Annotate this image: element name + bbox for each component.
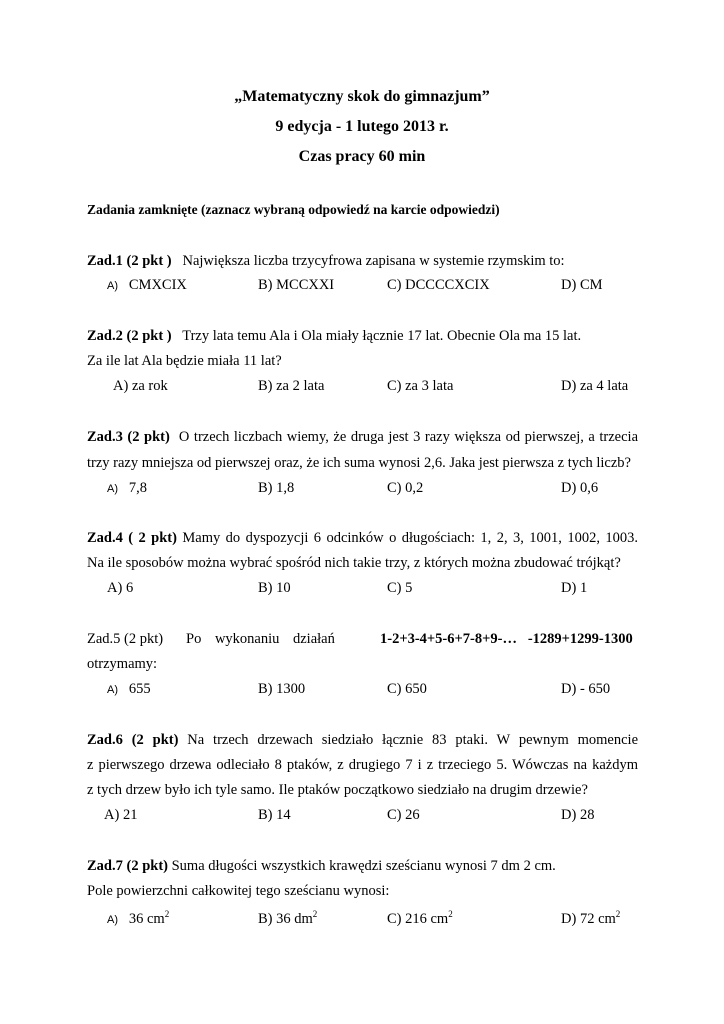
task-2-answer-b: B) za 2 lata bbox=[258, 378, 325, 394]
task-7-label: Zad.7 (2 pkt) bbox=[87, 858, 168, 874]
task-3-answer-d: D) 0,6 bbox=[561, 480, 599, 496]
task-4-answer-b: B) 10 bbox=[258, 580, 291, 596]
task-7-answer-a: A) 36 $cm^2$ bbox=[107, 909, 170, 927]
task-4-text-2: Na ile sposobów można wybrać spośród nich takie trzy, z których można zbudować trójkąt? bbox=[87, 555, 621, 571]
task-6-text-1: Na trzech drzewach siedziało łącznie 83 ptaki. W pewnym momencie bbox=[187, 732, 639, 748]
task-3-answer-c: C) 0,2 bbox=[387, 480, 424, 496]
task-7-answers bbox=[0, 909, 724, 929]
task-6-answer-b: B) 14 bbox=[258, 807, 291, 823]
task-6-label: Zad.6 (2 pkt) bbox=[87, 732, 179, 748]
task-3-answers bbox=[0, 480, 724, 500]
edition-line: 9 edycja - 1 lutego 2013 r. bbox=[275, 118, 449, 135]
task-2-answers bbox=[0, 378, 724, 398]
task-3-answer-a: A) 7,8 bbox=[107, 480, 147, 496]
task-4-question bbox=[87, 530, 638, 547]
task-6-text-3: z tych drzew było ich tyle samo. Ile ptaków początkowo siedziało na drugim drzewie? bbox=[87, 782, 588, 798]
task-7-answer-b: B) 36 $dm^2$ bbox=[258, 909, 318, 927]
task-3-label: Zad.3 (2 pkt) bbox=[87, 429, 170, 445]
section-heading: Zadania zamknięte (zaznacz wybraną odpowiedź na karcie odpowiedzi) bbox=[87, 202, 500, 217]
task-7-answer-c: C) 216 $cm^2$ bbox=[387, 909, 453, 927]
task-1-answer-a: A) CMXCIX bbox=[107, 277, 187, 293]
task-1-answer-c: C) DCCCCXCIX bbox=[387, 277, 490, 293]
task-2-answer-a: A) za rok bbox=[113, 378, 168, 394]
task-1-answers bbox=[0, 277, 724, 297]
task-7-question bbox=[87, 858, 556, 875]
task-4-answer-c: C) 5 bbox=[387, 580, 413, 596]
task-2-question bbox=[87, 328, 581, 345]
task-6-text-2: z pierwszego drzewa odleciało 8 ptaków, z drugiego 7 i z trzeciego 5. Wówczas na każdym bbox=[87, 757, 638, 773]
task-3-text-1: O trzech liczbach wiemy, że druga jest 3 razy większa od pierwszej, a trzecia bbox=[178, 429, 638, 445]
task-5-text-1: Po wykonaniu działań bbox=[186, 631, 335, 647]
task-5-answer-c: C) 650 bbox=[387, 681, 427, 697]
task-2-label: Zad.2 (2 pkt ) bbox=[87, 328, 172, 344]
task-5-answers bbox=[0, 681, 724, 701]
task-7-text-2: Pole powierzchni całkowitej tego sześcianu wynosi: bbox=[87, 883, 390, 899]
task-2-answer-d: D) za 4 lata bbox=[561, 378, 629, 394]
task-5-answer-a: A) 655 bbox=[107, 681, 151, 697]
task-4-text-1: Mamy do dyspozycji 6 odcinków o długościach: 1, 2, 3, 1001, 1002, 1003. bbox=[182, 530, 638, 546]
time-line: Czas pracy 60 min bbox=[298, 148, 426, 165]
task-4-answer-d: D) 1 bbox=[561, 580, 588, 596]
task-5-answer-d: D) - 650 bbox=[561, 681, 611, 697]
task-1-answer-d: D) CM bbox=[561, 277, 603, 293]
task-6-answer-a: A) 21 bbox=[104, 807, 138, 823]
task-2-text-1: Trzy lata temu Ala i Ola miały łącznie 17 lat. Obecnie Ola ma 15 lat. bbox=[182, 328, 582, 344]
task-4-label: Zad.4 ( 2 pkt) bbox=[87, 530, 177, 546]
task-2-text-2: Za ile lat Ala będzie miała 11 lat? bbox=[87, 353, 282, 369]
task-7-answer-d: D) 72 $cm^2$ bbox=[561, 909, 621, 927]
task-5-label: Zad.5 (2 pkt) bbox=[87, 631, 164, 647]
task-4-answers bbox=[0, 580, 724, 600]
task-1-text: Największa liczba trzycyfrowa zapisana w systemie rzymskim to: bbox=[182, 253, 565, 269]
task-7-text-1: Suma długości wszystkich krawędzi sześcianu wynosi 7 dm 2 cm. bbox=[171, 858, 556, 874]
task-6-answer-c: C) 26 bbox=[387, 807, 420, 823]
task-5-answer-b: B) 1300 bbox=[258, 681, 306, 697]
task-6-answer-d: D) 28 bbox=[561, 807, 595, 823]
task-3-question bbox=[87, 429, 638, 446]
task-6-answers bbox=[0, 807, 724, 827]
task-1-question bbox=[87, 253, 565, 270]
task-1-label: Zad.1 (2 pkt ) bbox=[87, 253, 172, 269]
document-title: „Matematyczny skok do gimnazjum” bbox=[234, 88, 490, 105]
task-6-question bbox=[87, 732, 638, 749]
task-3-answer-b: B) 1,8 bbox=[258, 480, 295, 496]
task-5-expression: 1-2+3-4+5-6+7-8+9-… -1289+1299-1300 bbox=[380, 631, 633, 647]
task-3-text-2: trzy razy mniejsza od pierwszej oraz, że ich suma wynosi 2,6. Jaka jest pierwsza z tych liczb? bbox=[87, 455, 631, 471]
task-4-answer-a: A) 6 bbox=[107, 580, 134, 596]
task-2-answer-c: C) za 3 lata bbox=[387, 378, 454, 394]
task-5-text-2: otrzymamy: bbox=[87, 656, 158, 672]
task-1-answer-b: B) MCCXXI bbox=[258, 277, 335, 293]
